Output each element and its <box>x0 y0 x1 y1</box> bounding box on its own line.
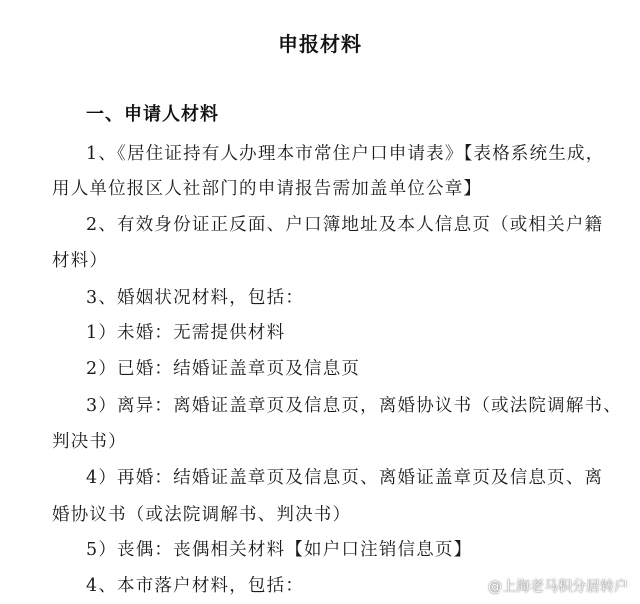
text-line-13: 4、本市落户材料，包括： <box>86 576 305 596</box>
text-line-2: 用人单位报区人社部门的申请报告需加盖单位公章】 <box>52 179 483 199</box>
text-line-11: 婚协议书（或法院调解书、判决书） <box>52 505 352 525</box>
text-line-1: 1、《居住证持有人办理本市常住户口申请表》【表格系统生成， <box>86 144 605 164</box>
text-line-12: 5）丧偶：丧偶相关材料【如户口注销信息页】 <box>86 540 473 560</box>
text-line-9: 判决书） <box>52 432 127 452</box>
text-line-3: 2、有效身份证正反面、户口簿地址及本人信息页（或相关户籍 <box>86 215 604 235</box>
section-heading: 一、申请人材料 <box>86 104 219 125</box>
text-line-4: 材料） <box>52 251 109 271</box>
document-title: 申报材料 <box>278 32 362 56</box>
text-line-6: 1）未婚：无需提供材料 <box>86 323 286 343</box>
text-line-10: 4）再婚：结婚证盖章页及信息页、离婚证盖章页及信息页、离 <box>86 468 604 488</box>
text-line-7: 2）已婚：结婚证盖章页及信息页 <box>86 359 361 379</box>
text-line-8: 3）离异：离婚证盖章页及信息页，离婚协议书（或法院调解书、 <box>86 396 622 416</box>
watermark: @上海老马积分居转户 <box>488 579 628 595</box>
text-line-5: 3、婚姻状况材料，包括： <box>86 288 305 308</box>
